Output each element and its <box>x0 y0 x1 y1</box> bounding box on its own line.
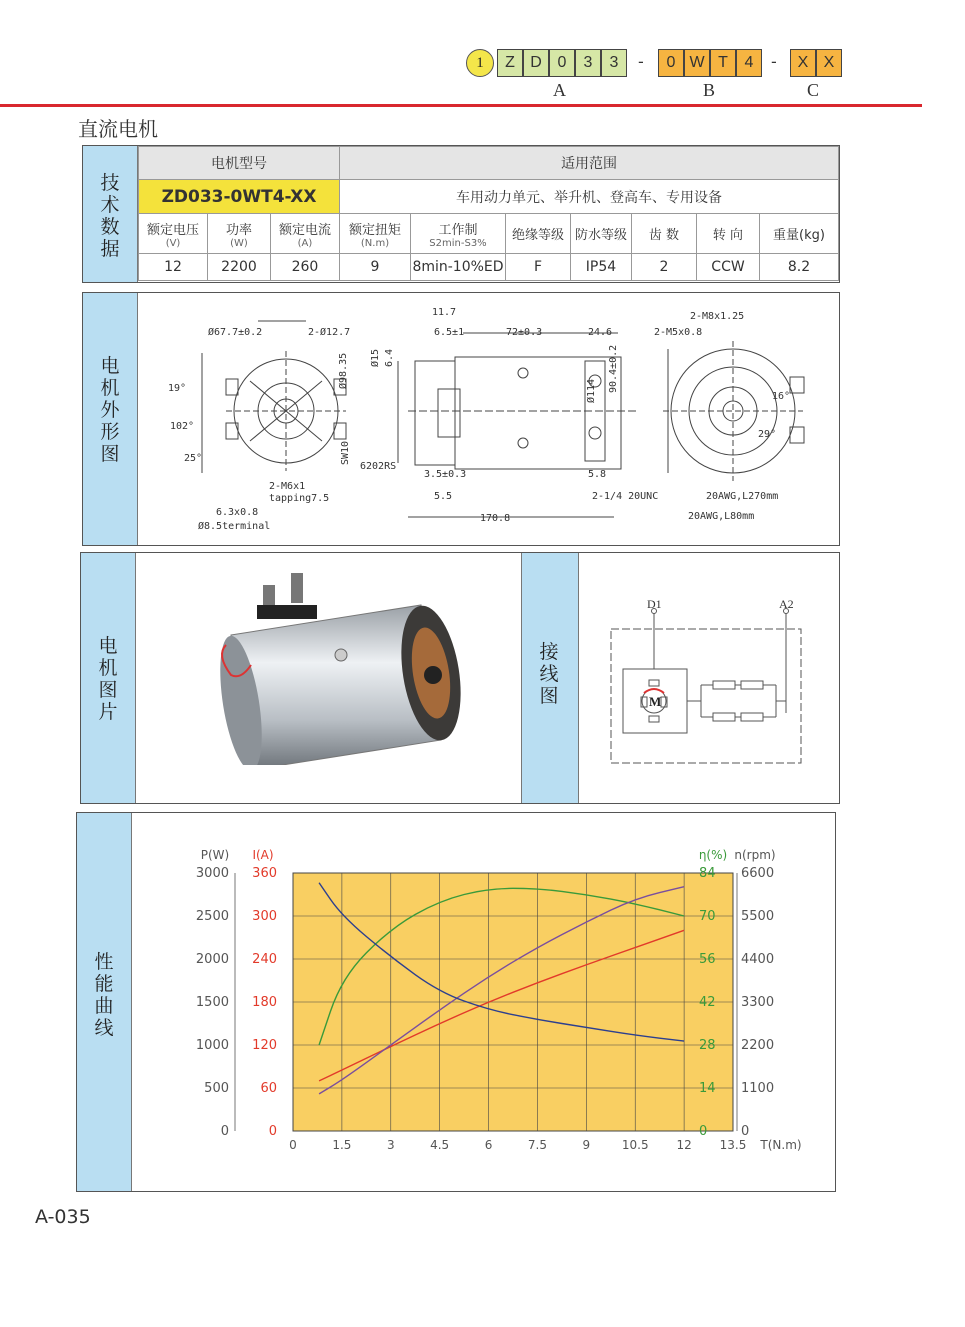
dimension-label-d72: 72±0.3 <box>506 327 543 338</box>
dimension-label-d114: Ø114 <box>586 378 597 403</box>
dimension-label-a19: 19° <box>168 383 187 394</box>
side-title-outline <box>83 355 137 465</box>
spec-label <box>270 214 339 254</box>
wiring-label-d1: D1 <box>647 597 662 611</box>
axis-tick-efficiency: 42 <box>699 995 716 1010</box>
page-title: 直流电机 <box>78 117 158 141</box>
axis-tick-power: 1000 <box>195 1038 229 1053</box>
side-title-curves <box>77 951 131 1039</box>
curves-side-label <box>77 813 132 1191</box>
dimension-label-a29: 29° <box>758 429 777 440</box>
axis-title-power: P(W) <box>200 848 230 862</box>
dimension-label-m6: 2-M6x1 <box>269 481 306 492</box>
x-tick-label: 6 <box>484 1138 493 1152</box>
side-title-char: 图 <box>539 685 559 707</box>
spec-label <box>340 214 411 254</box>
x-tick-label: 10.5 <box>621 1138 649 1152</box>
application-value: 车用动力单元、举升机、登高车、专用设备 <box>340 180 839 214</box>
spec-value: F <box>506 254 571 281</box>
spec-label <box>697 214 760 254</box>
axis-title-speed: n(rpm) <box>734 848 776 862</box>
x-tick-label: 4.5 <box>430 1138 450 1152</box>
axis-tick-current: 360 <box>252 866 277 881</box>
spec-value: IP54 <box>571 254 632 281</box>
axis-tick-speed: 0 <box>741 1124 750 1139</box>
dimension-label-a25: 25° <box>184 453 203 464</box>
model-code-box: 3 <box>575 49 601 77</box>
x-tick-label: 13.5 <box>719 1138 747 1152</box>
side-title-photo <box>81 635 135 723</box>
dimension-label-d35: 3.5±0.3 <box>424 469 467 480</box>
spec-label <box>506 214 571 254</box>
side-title-char: 线 <box>539 663 559 685</box>
model-code-box: 4 <box>736 49 762 77</box>
side-title-char: 曲 <box>94 995 114 1017</box>
model-code-box: 0 <box>549 49 575 77</box>
spec-label-text: 额定扭矩 <box>348 222 401 238</box>
spec-label-text: 额定电压 <box>147 222 200 238</box>
dimension-label-t63: 6.3x0.8 <box>216 507 259 518</box>
wiring-label-a2: A2 <box>779 597 794 611</box>
spec-label-text: 额定电流 <box>278 222 331 238</box>
axis-tick-current: 60 <box>260 1081 277 1096</box>
side-title-specs <box>83 172 137 260</box>
axis-tick-speed: 4400 <box>741 952 775 967</box>
axis-tick-speed: 5500 <box>741 909 775 924</box>
axis-tick-power: 2500 <box>195 909 229 924</box>
spec-label <box>632 214 697 254</box>
axis-tick-current: 240 <box>252 952 277 967</box>
spec-value: 8min-10%ED <box>411 254 506 281</box>
axis-tick-power: 1500 <box>195 995 229 1010</box>
dimension-label-d127: 2-Ø12.7 <box>308 327 351 338</box>
code-label-c: C <box>807 80 820 100</box>
side-title-char: 性 <box>94 951 114 973</box>
dimension-label-d55: 5.5 <box>434 491 453 502</box>
model-value: ZD033-0WT4-XX <box>139 180 340 214</box>
spec-unit: (V) <box>165 237 181 249</box>
dimension-label-sw10: SW10 <box>340 440 351 465</box>
axis-tick-power: 2000 <box>195 952 229 967</box>
side-title-char: 电 <box>100 355 120 377</box>
x-tick-label: 1.5 <box>332 1138 352 1152</box>
code-label-b: B <box>703 80 716 100</box>
x-axis-label: T(N.m) <box>760 1138 802 1152</box>
dimension-label-tapping: tapping7.5 <box>269 493 330 504</box>
dimension-label-d65: 6.5±1 <box>434 327 465 338</box>
spec-value: 2200 <box>208 254 271 281</box>
dimension-label-m5: 2-M5x0.8 <box>654 327 703 338</box>
side-title-char: 外 <box>100 399 120 421</box>
model-code-box: D <box>523 49 549 77</box>
model-header: 电机型号 <box>139 147 340 180</box>
side-title-wiring <box>522 641 576 707</box>
spec-label <box>208 214 271 254</box>
axis-tick-efficiency: 84 <box>699 866 716 881</box>
dimension-label-d64: 6.4 <box>384 348 395 367</box>
spec-label <box>411 214 506 254</box>
outline-section <box>82 292 840 546</box>
spec-label-text: 转 向 <box>712 228 744 243</box>
dimension-label-d15: Ø15 <box>370 348 381 367</box>
wiring-diagram <box>601 593 841 793</box>
specs-side-label <box>83 146 138 282</box>
spec-unit: (W) <box>230 237 248 249</box>
model-code-box: 0 <box>658 49 684 77</box>
axis-tick-speed: 1100 <box>741 1081 775 1096</box>
x-tick-label: 12 <box>676 1138 692 1152</box>
wiring-motor-label: M <box>649 694 662 709</box>
side-title-char: 图 <box>100 443 120 465</box>
dimension-label-awg80: 20AWG,L80mm <box>688 511 755 522</box>
model-code-dash: - <box>771 52 777 71</box>
spec-label-text: 齿 数 <box>648 228 680 243</box>
axis-tick-efficiency: 28 <box>699 1038 716 1053</box>
axis-tick-current: 300 <box>252 909 277 924</box>
dimension-label-t85: Ø8.5terminal <box>198 521 271 532</box>
model-code-dash: - <box>638 52 644 71</box>
side-title-char: 接 <box>539 641 559 663</box>
axis-title-efficiency: η(%) <box>698 848 728 862</box>
side-title-char: 形 <box>100 421 120 443</box>
wiring-side-label <box>521 553 579 803</box>
dimension-label-d904: 90.4±0.2 <box>608 344 619 393</box>
spec-value: CCW <box>697 254 760 281</box>
axis-tick-power: 0 <box>220 1124 229 1139</box>
spec-label-text: 工作制 <box>438 222 478 238</box>
dimension-label-d1708: 170.8 <box>480 513 511 524</box>
header-rule <box>0 104 922 107</box>
side-title-char: 技 <box>100 172 120 194</box>
model-code-index: 1 <box>466 49 494 77</box>
axis-tick-efficiency: 70 <box>699 909 716 924</box>
side-title-char: 电 <box>98 635 118 657</box>
outline-side-label <box>83 293 138 545</box>
model-code-box: X <box>790 49 816 77</box>
spec-label-text: 绝缘等级 <box>511 228 564 243</box>
model-code-box: 3 <box>601 49 627 77</box>
side-title-char: 数 <box>100 216 120 238</box>
spec-value: 8.2 <box>760 254 839 281</box>
spec-value: 260 <box>270 254 339 281</box>
side-title-char: 机 <box>98 657 118 679</box>
curves-section <box>76 812 836 1192</box>
dimension-label-d58: 5.8 <box>588 469 607 480</box>
model-code-box: Z <box>497 49 523 77</box>
dimension-label-d67: Ø67.7±0.2 <box>208 327 263 338</box>
axis-tick-speed: 6600 <box>741 866 775 881</box>
axis-tick-speed: 3300 <box>741 995 775 1010</box>
axis-tick-current: 120 <box>252 1038 277 1053</box>
spec-value: 12 <box>139 254 208 281</box>
axis-tick-efficiency: 14 <box>699 1081 716 1096</box>
code-label-a: A <box>553 80 566 100</box>
spec-unit: (N.m) <box>360 237 390 249</box>
axis-tick-efficiency: 0 <box>699 1124 708 1139</box>
spec-label-text: 防水等级 <box>574 228 627 243</box>
spec-unit: S2min-S3% <box>429 237 487 249</box>
x-tick-label: 9 <box>582 1138 591 1152</box>
photo-section <box>80 552 840 804</box>
dimension-label-d9835: Ø98.35 <box>338 352 349 389</box>
dimension-label-awg270: 20AWG,L270mm <box>706 491 779 502</box>
spec-label <box>760 214 839 254</box>
dimension-label-m8: 2-M8x1.25 <box>690 311 745 322</box>
side-title-char: 术 <box>100 194 120 216</box>
axis-tick-power: 3000 <box>195 866 229 881</box>
model-code-box: T <box>710 49 736 77</box>
side-title-char: 机 <box>100 377 120 399</box>
spec-value: 2 <box>632 254 697 281</box>
spec-unit: (A) <box>297 237 313 249</box>
axis-title-current: I(A) <box>252 848 274 862</box>
page-number: A-035 <box>35 1206 91 1228</box>
dimension-label-d117: 11.7 <box>432 307 457 318</box>
dimension-label-bearing: 6202RS <box>360 461 397 472</box>
dimension-label-a16: 16° <box>772 391 791 402</box>
x-tick-label: 0 <box>289 1138 297 1152</box>
dimension-label-a102: 102° <box>170 421 195 432</box>
side-title-char: 片 <box>98 701 118 723</box>
axis-tick-current: 180 <box>252 995 277 1010</box>
axis-tick-power: 500 <box>204 1081 229 1096</box>
performance-chart <box>133 813 833 1183</box>
axis-tick-speed: 2200 <box>741 1038 775 1053</box>
spec-label-text: 重量(kg) <box>773 228 825 243</box>
model-code-box: X <box>816 49 842 77</box>
x-tick-label: 7.5 <box>527 1138 547 1152</box>
spec-label-text: 功率 <box>225 222 252 238</box>
application-header: 适用范围 <box>340 147 839 180</box>
x-tick-label: 3 <box>386 1138 395 1152</box>
spec-label <box>571 214 632 254</box>
spec-table <box>138 146 839 281</box>
axis-tick-current: 0 <box>268 1124 277 1139</box>
spec-value: 9 <box>340 254 411 281</box>
model-code-box: W <box>684 49 710 77</box>
dimension-label-d246: 24.6 <box>588 327 613 338</box>
side-title-char: 能 <box>94 973 114 995</box>
dimension-label-unc: 2-1/4 20UNC <box>592 491 659 502</box>
axis-tick-efficiency: 56 <box>699 952 716 967</box>
photo-side-label <box>81 553 136 803</box>
side-title-char: 据 <box>100 238 120 260</box>
side-title-char: 图 <box>98 679 118 701</box>
side-title-char: 线 <box>94 1017 114 1039</box>
motor-photo <box>211 565 471 765</box>
specs-section <box>82 145 840 283</box>
spec-label <box>139 214 208 254</box>
